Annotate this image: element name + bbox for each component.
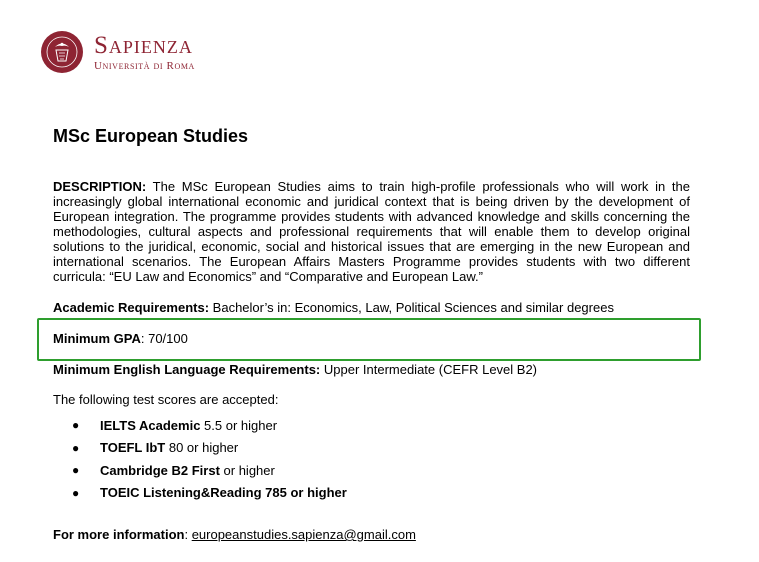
list-item: [72, 414, 347, 437]
test-name: TOEFL IbT: [100, 440, 166, 456]
minimum-gpa: [53, 331, 188, 346]
english-requirements: [53, 362, 537, 377]
academic-label: Academic Requirements:: [53, 300, 210, 315]
test-score: 80 or higher: [165, 440, 239, 456]
contact-info: [53, 527, 416, 542]
test-name: Cambridge B2 First: [100, 462, 220, 478]
contact-label: For more information: [53, 527, 185, 542]
contact-separator: :: [184, 527, 192, 542]
english-value: Upper Intermediate (CEFR Level B2): [320, 362, 538, 377]
institution-name: Sapienza: [94, 31, 193, 59]
test-name: IELTS Academic: [100, 417, 201, 433]
description-label: DESCRIPTION:: [53, 179, 147, 194]
page-title: MSc European Studies: [53, 126, 249, 146]
bullet-icon: ●: [72, 440, 80, 455]
gpa-label: Minimum GPA: [53, 331, 141, 346]
test-name: TOEIC Listening&Reading 785 or higher: [100, 485, 347, 501]
academic-value: Bachelor’s in: Economics, Law, Political Sciences and similar degrees: [209, 300, 614, 315]
bullet-icon: ●: [72, 463, 80, 478]
description-paragraph: [53, 179, 690, 284]
tests-intro: The following test scores are accepted:: [53, 392, 279, 407]
list-item: [72, 482, 347, 505]
list-item: [72, 459, 347, 482]
sapienza-seal-icon: [40, 30, 84, 74]
test-score: 5.5 or higher: [200, 417, 278, 433]
institution-subtitle: Università di Roma: [94, 59, 195, 72]
university-logo: [40, 30, 195, 74]
list-item: [72, 437, 347, 460]
description-text: The MSc European Studies aims to train high-profile professionals who will work in the increasingly global international economic and juridical context that is being driven by the development of European integration. The programme provides students with advanced knowledge and skills concerning the methodologies, cultural aspects and professional requirements that will enable them to develop original solutions to the juridical, economic, social and historical issues that are emerging in the new European and international scenarios. The European Affairs Masters Programme provides students with two different curricula: “EU Law and Economics” and “Comparative and European Law.”: [53, 179, 690, 284]
bullet-icon: ●: [72, 418, 80, 433]
gpa-value: : 70/100: [140, 331, 188, 346]
bullet-icon: ●: [72, 485, 80, 500]
contact-email-link[interactable]: europeanstudies.sapienza@gmail.com: [191, 527, 416, 542]
accepted-tests-list: [72, 414, 347, 504]
english-label: Minimum English Language Requirements:: [53, 362, 321, 377]
academic-requirements: [53, 300, 614, 315]
test-score: or higher: [219, 462, 275, 478]
